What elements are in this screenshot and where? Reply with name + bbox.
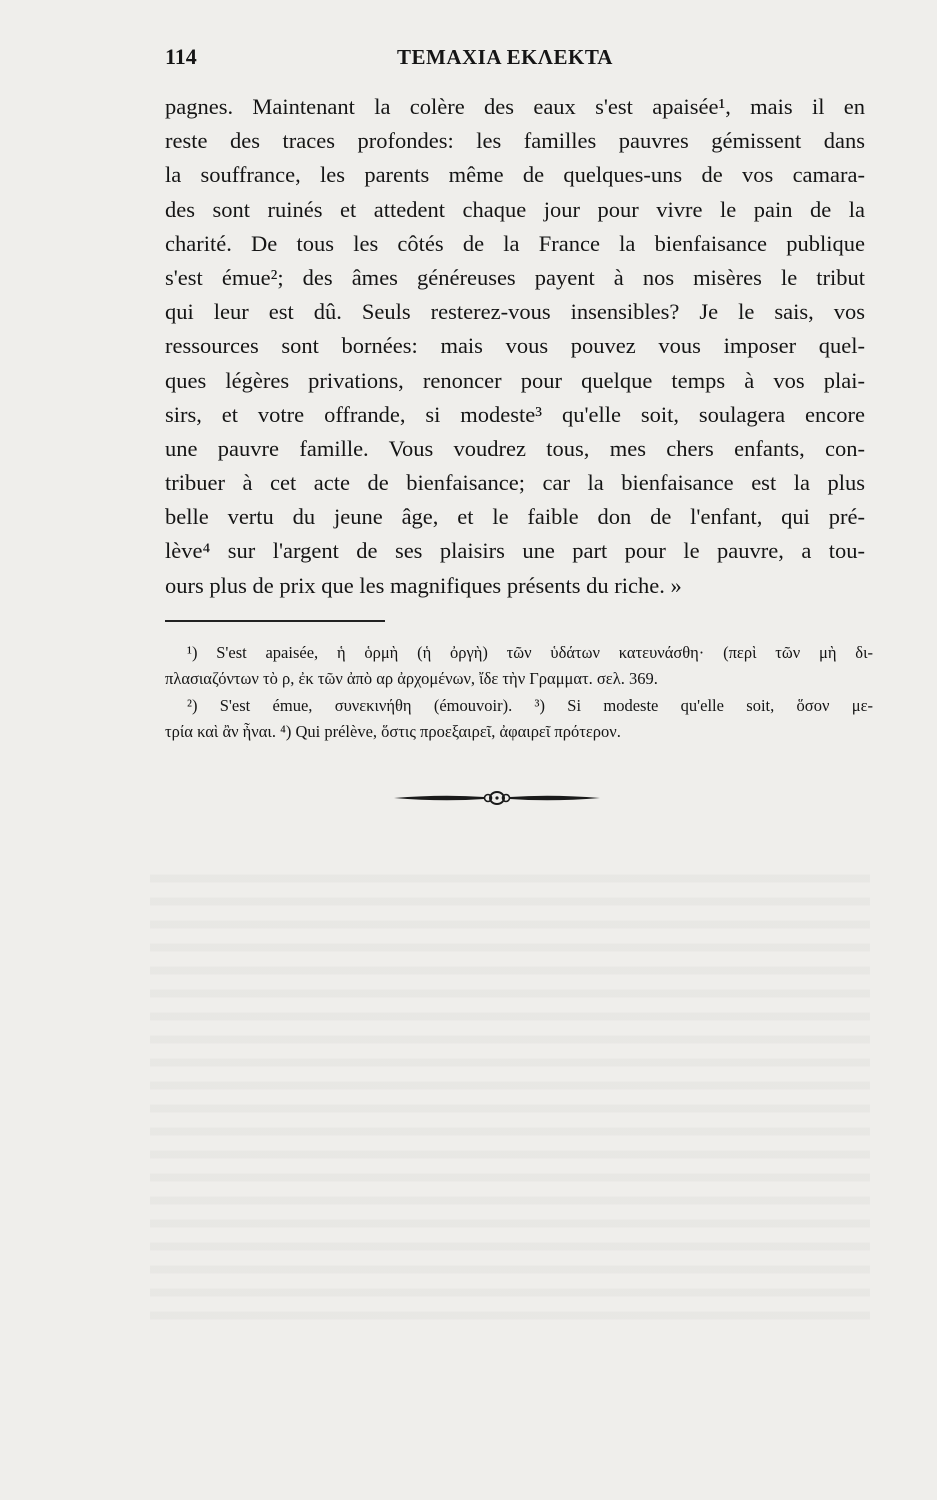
- body-text: [165, 90, 865, 603]
- footnote-rule: [165, 620, 385, 622]
- body-line: ques légères privations, renoncer pour quelque temps à vos plai-: [165, 367, 865, 393]
- body-line: lève⁴ sur l'argent de ses plaisirs une part pour le pauvre, a tou-: [165, 538, 865, 564]
- body-line: belle vertu du jeune âge, et le faible don de l'enfant, qui pré-: [165, 504, 865, 530]
- page-header: [165, 44, 865, 74]
- footnote-line: ¹) S'est apaisée, ἡ ὁρμὴ (ἡ ὀργὴ) τῶν ὑδάτων κατευνάσθη· (περὶ τῶν μὴ δι-: [187, 643, 873, 662]
- body-line: des sont ruinés et attedent chaque jour pour vivre le pain de la: [165, 196, 865, 222]
- footnote-line: ²) S'est émue, συνεκινήθη (émouvoir). ³) Si modeste qu'elle soit, ὅσον με-: [187, 695, 873, 715]
- body-line: tribuer à cet acte de bienfaisance; car la bienfaisance est la plus: [165, 470, 865, 496]
- body-line: une pauvre famille. Vous voudrez tous, mes chers enfants, con-: [165, 435, 865, 461]
- running-title: ΤΕΜΑΧΙΑ ΕΚΛΕΚΤΑ: [397, 45, 613, 69]
- body-line: qui leur est dû. Seuls resterez-vous insensibles? Je le sais, vos: [165, 299, 865, 325]
- body-line: la souffrance, les parents même de quelques-uns de vos camara-: [165, 162, 865, 188]
- body-line: charité. De tous les côtés de la France la bienfaisance publique: [165, 230, 865, 256]
- decorative-ornament: [392, 788, 602, 808]
- body-line: s'est émue²; des âmes généreuses payent à nos misères le tribut: [165, 264, 865, 290]
- footnotes: [165, 640, 873, 745]
- body-line: ressources sont bornées: mais vous pouvez vous imposer quel-: [165, 333, 865, 359]
- footnote-line: πλασιαζόντων τὸ ρ, ἐκ τῶν ἀπὸ αρ ἀρχομένων, ἴδε τὴν Γραμματ. σελ. 369.: [165, 669, 658, 689]
- body-line: reste des traces profondes: les familles pauvres gémissent dans: [165, 128, 865, 154]
- page-number: 114: [165, 44, 197, 69]
- body-line: sirs, et votre offrande, si modeste³ qu'elle soit, soulagera encore: [165, 401, 865, 427]
- ornament-icon: [392, 788, 602, 808]
- body-line: pagnes. Maintenant la colère des eaux s'est apaisée¹, mais il en: [165, 94, 865, 119]
- body-line: ours plus de prix que les magnifiques présents du riche. »: [165, 572, 682, 598]
- footnote-line: τρία καὶ ἂν ἦναι. ⁴) Qui prélève, ὅστις προεξαιρεῖ, ἀφαιρεῖ πρότερον.: [165, 721, 621, 741]
- bleed-through-texture: [150, 860, 870, 1320]
